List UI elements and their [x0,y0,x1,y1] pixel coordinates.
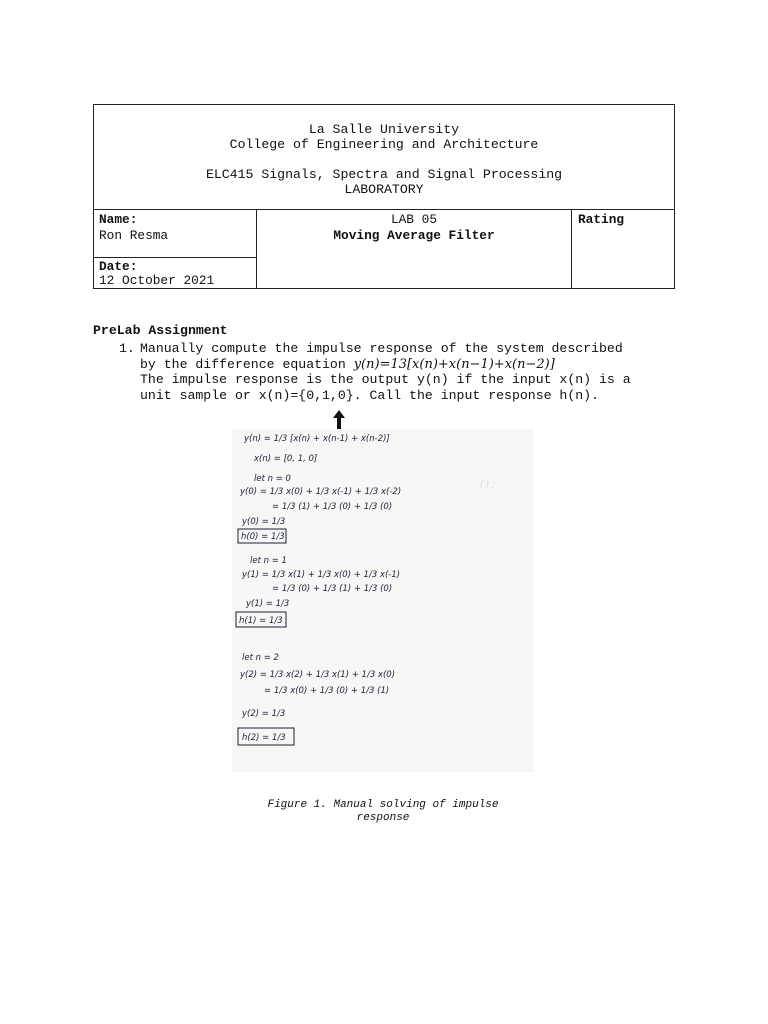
rating-label: Rating [578,212,625,227]
hw-line: y(n) = 1/3 [x(n) + x(n-1) + x(n-2)] [244,434,390,444]
item-line-2 [140,357,680,373]
hw-line: h(0) = 1/3 [241,532,285,542]
hw-line: y(1) = 1/3 x(1) + 1/3 x(0) + 1/3 x(-1) [242,570,401,580]
divider-name-date [94,257,256,258]
item-body [140,341,680,403]
date-value: 12 October 2021 [99,273,215,288]
item-line-3: The impulse response is the output y(n) if the input x(n) is a [140,372,631,387]
info-table [93,209,675,289]
hw-line: y(2) = 1/3 x(2) + 1/3 x(1) + 1/3 x(0) [240,670,396,680]
university-name: La Salle University [308,122,460,137]
caption-line-1: Figure 1. Manual solving of impulse [267,799,499,811]
hw-line: x(n) = [0, 1, 0] [254,454,318,464]
hw-line: = 1/3 x(0) + 1/3 (0) + 1/3 (1) [264,686,390,696]
caption-line-2: response [356,812,410,824]
hw-line: = 1/3 (1) + 1/3 (0) + 1/3 (0) [272,502,393,512]
name-value: Ron Resma [99,228,169,243]
date-label: Date: [99,259,138,274]
hw-line: let n = 1 [250,556,287,566]
hw-line: y(0) = 1/3 x(0) + 1/3 x(-1) + 1/3 x(-2) [240,487,402,497]
bleed-mark-2: . [502,720,505,730]
hw-line: let n = 2 [242,653,279,663]
lab-title: Moving Average Filter [333,228,495,243]
header-box [93,104,675,210]
item-line-1: Manually compute the impulse response of the system described [140,341,623,356]
handwritten-figure-svg [232,429,534,772]
bleed-mark: ( ) ; [480,480,495,490]
prelab-title: PreLab Assignment [93,323,228,338]
hw-line: y(0) = 1/3 [242,517,286,527]
hw-line: y(1) = 1/3 [246,599,290,609]
lab-number: LAB 05 [390,212,438,227]
hw-line: h(1) = 1/3 [239,616,283,626]
course-title: ELC415 Signals, Spectra and Signal Processing [205,167,563,182]
course-kind: LABORATORY [344,182,424,197]
item-line-2-prefix: by the difference equation [140,356,354,372]
figure-caption [232,799,534,825]
college-name: College of Engineering and Architecture [229,137,539,152]
item-line-4: unit sample or x(n)={0,1,0}. Call the input response h(n). [140,387,599,403]
difference-equation: y(n)=13[x(n)+x(n−1)+x(n−2)] [353,356,555,372]
handwritten-figure [232,429,534,772]
item-number: 1. [119,341,135,356]
hw-line: let n = 0 [254,474,291,484]
divider-right [571,210,572,288]
hw-line: h(2) = 1/3 [242,733,286,743]
hw-line: = 1/3 (0) + 1/3 (1) + 1/3 (0) [272,584,393,594]
name-label: Name: [99,212,138,227]
hw-line: y(2) = 1/3 [242,709,286,719]
